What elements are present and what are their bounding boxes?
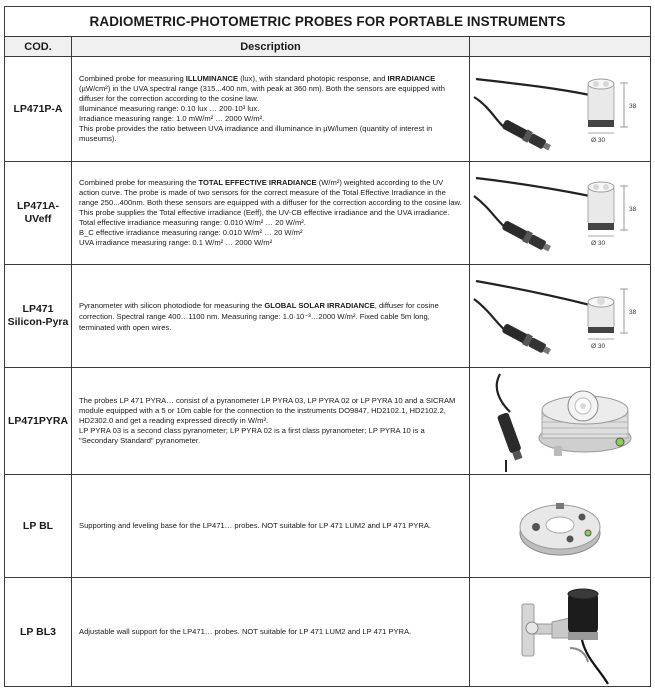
probes-table: [4, 6, 651, 687]
table-row: [5, 578, 651, 687]
uveff-probe-photo: [470, 162, 651, 265]
product-description: Combined probe for measuring ILLUMINANCE (lux), with standard photopic response, and IRRADIANCE (µW/cm²) in the UVA spectral range (315...400 nm, with peak at 360 nm). Both the sensors are equipped with diffuser for the correction according to the cosine law. Illuminance measuring range: 0.10 lux … 200·10³ lux. Irradiance measuring range: 1.0 mW/m² … 2000 W/m². This probe provides the ratio between UVA irradiance and illuminance in µW/lumen (quantity of interest in museums).: [72, 57, 470, 162]
column-header-code: COD.: [5, 37, 72, 57]
leveling-base-photo: [470, 475, 651, 578]
pyranometer-with-module-photo: [470, 368, 651, 475]
table-row: [5, 475, 651, 578]
product-description: Combined probe for measuring the TOTAL EFFECTIVE IRRADIANCE (W/m²) weighted according to the UV action curve. The probe is made of two sensors for the correct measure of the Total Effective Irradiance in the range 250...400nm. Both these sensors are equipped with a diffuser for the correction according to the cosine law. This probe supplies the Total effective irradiance (Eeff), the UV-CB effective irradiance and the UVA irradiance. Total effective irradiance measuring range: 0.010 W/m² … 20 W/m². B_C effective irradiance measuring range: 0.010 W/m² … 20 W/m² UVA irradiance measuring range: 0.1 W/m² … 2000 W/m²: [72, 162, 470, 265]
table-title: RADIOMETRIC-PHOTOMETRIC PROBES FOR PORTABLE INSTRUMENTS: [5, 7, 651, 37]
diameter-dimension: Ø 30: [591, 240, 606, 247]
height-dimension: 38: [629, 309, 637, 316]
product-code: LP BL3: [5, 578, 72, 687]
table-row: [5, 265, 651, 368]
product-code: LP471A-UVeff: [5, 162, 72, 265]
silicon-pyranometer-photo: [470, 265, 651, 368]
product-code: LP BL: [5, 475, 72, 578]
table-row: [5, 57, 651, 162]
product-code: LP471PYRA: [5, 368, 72, 475]
product-sheet: [4, 6, 650, 684]
product-description: Adjustable wall support for the LP471… probes. NOT suitable for LP 471 LUM2 and LP 471 PYRA.: [72, 578, 470, 687]
height-dimension: 38: [629, 103, 637, 110]
combined-probe-photo: [470, 57, 651, 162]
product-code: LP471 Silicon-Pyra: [5, 265, 72, 368]
wall-support-photo: [470, 578, 651, 687]
product-description: Supporting and leveling base for the LP471… probes. NOT suitable for LP 471 LUM2 and LP 471 PYRA.: [72, 475, 470, 578]
product-code: LP471P-A: [5, 57, 72, 162]
height-dimension: 38: [629, 206, 637, 213]
product-description: The probes LP 471 PYRA… consist of a pyranometer LP PYRA 03, LP PYRA 02 or LP PYRA 10 and a SICRAM module equipped with a 5 or 10m cable for the connection to the instruments DO9847, HD2102.1, HD2102.2, HD2302.0 and get a reading expressed directly in W/m². LP PYRA 03 is a second class pyranometer; LP PYRA 02 is a first class pyranometer; LP PYRA 10 is a "Secondary Standard" pyranometer.: [72, 368, 470, 475]
table-row: [5, 162, 651, 265]
column-header-image: [470, 37, 651, 57]
table-row: [5, 368, 651, 475]
diameter-dimension: Ø 30: [591, 137, 606, 144]
diameter-dimension: Ø 30: [591, 343, 606, 350]
column-header-description: Description: [72, 37, 470, 57]
product-description: Pyranometer with silicon photodiode for measuring the GLOBAL SOLAR IRRADIANCE, diffuser for cosine correction. Spectral range 400…1100 nm. Measuring range: 1.0·10⁻³…2000 W/m². Fixed cable 5m long, terminated with open wires.: [72, 265, 470, 368]
